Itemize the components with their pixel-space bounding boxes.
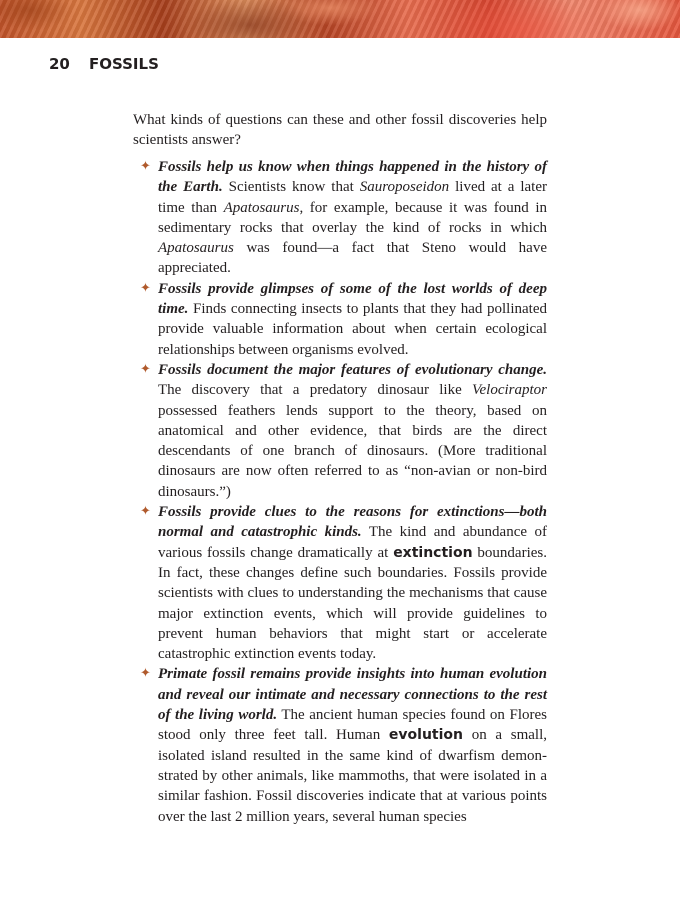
bullet-text: Finds connecting insects to plants that they had pollinated provide valuable information about when certain ecological relationships between organisms evolved. <box>158 301 547 358</box>
bullet-item <box>140 360 547 502</box>
bullet-text: possessed feathers lends support to the theory, based on anatomical and other evidence, that birds are the direct descendants of one branch of dinosaurs. (More traditional dinosaurs are now often referred to as “non-avian or non-bird dinosaurs.”) <box>158 402 547 500</box>
bullet-item <box>140 157 548 279</box>
bullet-item <box>140 664 548 826</box>
bullet-lead: Fossils help us know when things happened in the history of the Earth. <box>158 159 547 196</box>
bullet-lead: Fossils provide glimpses of some of the lost worlds of deep time. <box>158 280 547 318</box>
bullet-lead: Primate fossil remains provide insights into human evolution and reveal our intimate and necessary connections to the rest of the living world. <box>158 666 547 724</box>
bullet-item <box>140 279 547 360</box>
intro-paragraph: What kinds of questions can these and other fossil discoveries help scientists answer? <box>133 112 547 149</box>
glossary-term: extinction <box>393 544 473 561</box>
glossary-term: evolution <box>388 727 463 744</box>
bullet-lead: Fossils document the major features of evolutionary change. <box>158 361 547 378</box>
species-name: Sauroposeidon <box>359 179 450 196</box>
bullet-text: The discovery that a predatory dinosaur like <box>158 382 472 399</box>
header-banner-image <box>0 0 680 38</box>
bullet-text: lived at a later time than <box>158 179 548 216</box>
four-point-star-bullet-icon: ✦ <box>140 280 151 296</box>
bullet-text: boundaries. In fact, these changes define such boundaries. Fossils provide scientists with clues to understanding the mechanisms that cause major extinction events, which will provide guidelines to prevent human behaviors that might start or accelerate catastrophic extinction events today. <box>158 544 547 663</box>
bullet-text: was found—a fact that Steno would have appreciated. <box>158 240 547 277</box>
four-point-star-bullet-icon: ✦ <box>140 159 151 174</box>
species-name: Velociraptor <box>472 382 547 399</box>
four-point-star-bullet-icon: ✦ <box>140 666 151 682</box>
page-number: 20 <box>49 55 70 73</box>
bullet-item <box>140 502 547 664</box>
bullet-text: The kind and abundance of various fossils change dramatically at <box>158 524 547 561</box>
species-name: Apatosaurus <box>223 199 300 216</box>
four-point-star-bullet-icon: ✦ <box>140 361 151 377</box>
four-point-star-bullet-icon: ✦ <box>140 504 151 520</box>
species-name: Apatosaurus <box>158 240 234 257</box>
bullet-text: , for example, because it was found in sedimentary rocks that overlay the kind of rocks in which <box>158 199 547 236</box>
section-title: FOSSILS <box>89 55 159 73</box>
running-header <box>49 55 159 75</box>
bullet-text: on a small, isolated island resulted in the same kind of dwarfism demon-strated by other animals, like mammoths, that were isolated in a similar fashion. Fossil discoveries indicate that at various points over the last 2 million years, several human species <box>158 727 548 825</box>
bullet-text: The ancient human species found on Flores stood only three feet tall. Human <box>158 707 547 744</box>
bullet-text: Scientists know that <box>222 179 360 196</box>
bullet-list <box>140 157 548 827</box>
bullet-lead: Fossils provide clues to the reasons for extinctions—both normal and catastrophic kinds. <box>158 504 547 541</box>
